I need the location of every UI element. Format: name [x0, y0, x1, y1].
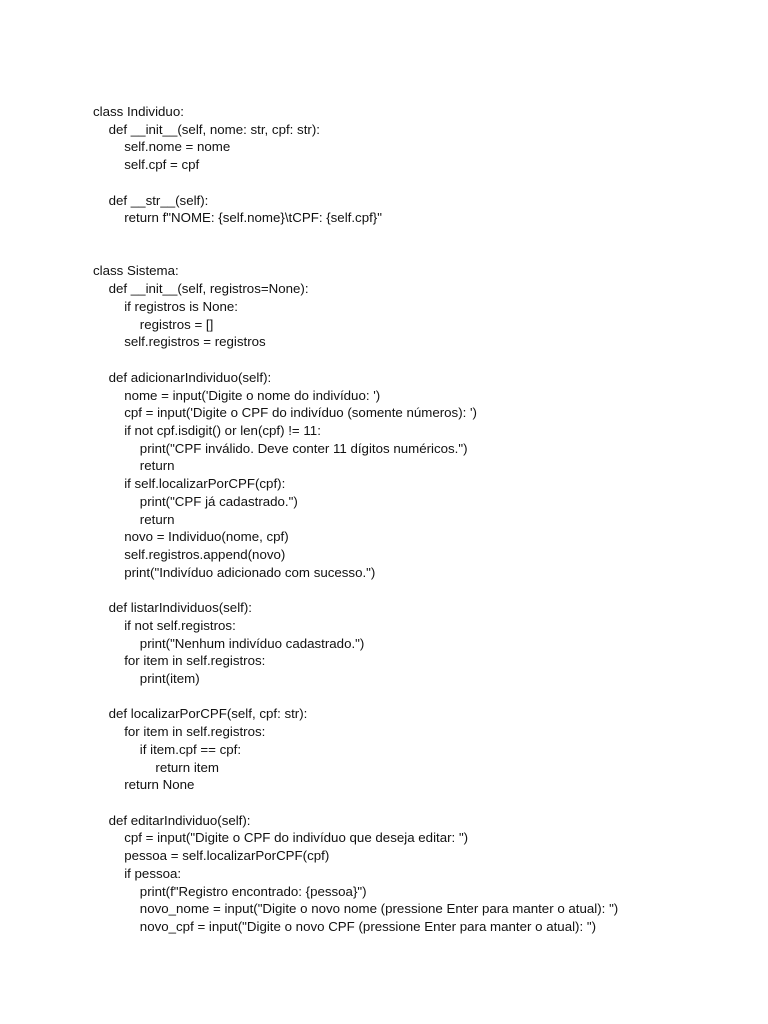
code-line: self.registros.append(novo): [124, 546, 286, 562]
code-line: novo = Individuo(nome, cpf): [124, 529, 289, 545]
code-line: cpf = input("Digite o CPF do indivíduo que deseja editar: "): [124, 830, 469, 846]
code-line: if item.cpf == cpf:: [139, 741, 242, 757]
code-line: def localizarPorCPF(self, cpf: str):: [108, 706, 308, 722]
code-line: print("Indivíduo adicionado com sucesso."): [124, 564, 376, 580]
code-line: for item in self.registros:: [124, 724, 266, 740]
code-line: if pessoa:: [124, 865, 182, 881]
code-line: return None: [124, 777, 195, 793]
code-line: if not cpf.isdigit() or len(cpf) != 11:: [124, 422, 321, 438]
blank-line: [93, 174, 618, 192]
code-line: self.registros = registros: [124, 334, 266, 350]
code-line: return f"NOME: {self.nome}\tCPF: {self.cpf}": [124, 210, 382, 226]
blank-line: [93, 227, 618, 245]
code-block: [93, 103, 618, 936]
blank-line: [93, 794, 618, 812]
code-line: def listarIndividuos(self):: [108, 600, 252, 616]
code-line: return item: [155, 759, 219, 775]
code-line: if self.localizarPorCPF(cpf):: [124, 476, 286, 492]
code-line: def editarIndividuo(self):: [108, 812, 251, 828]
code-line: class Sistema:: [93, 263, 179, 279]
blank-line: [93, 688, 618, 706]
code-line: print("CPF inválido. Deve conter 11 dígitos numéricos."): [139, 440, 468, 456]
code-line: print(item): [139, 671, 200, 686]
code-line: def __init__(self, registros=None):: [108, 281, 309, 297]
code-line: if not self.registros:: [124, 617, 236, 633]
code-line: if registros is None:: [124, 298, 238, 314]
code-line: cpf = input('Digite o CPF do indivíduo (somente números): '): [124, 405, 477, 421]
code-line: def __init__(self, nome: str, cpf: str):: [108, 121, 320, 137]
blank-line: [93, 351, 618, 369]
code-line: nome = input('Digite o nome do indivíduo: '): [124, 387, 381, 403]
code-line: class Individuo:: [93, 104, 184, 119]
code-line: return: [139, 511, 175, 527]
code-line: self.cpf = cpf: [124, 157, 200, 173]
code-line: print(f"Registro encontrado: {pessoa}"): [139, 883, 367, 899]
code-line: registros = []: [139, 316, 214, 332]
blank-line: [93, 581, 618, 599]
code-line: novo_nome = input("Digite o novo nome (pressione Enter para manter o atual): "): [139, 901, 619, 917]
code-line: for item in self.registros:: [124, 653, 266, 669]
blank-line: [93, 245, 618, 263]
code-line: self.nome = nome: [124, 139, 231, 155]
code-line: def adicionarIndividuo(self):: [108, 369, 272, 385]
code-line: return: [139, 458, 175, 474]
code-line: print("Nenhum indivíduo cadastrado."): [139, 635, 365, 651]
code-line: def __str__(self):: [108, 192, 209, 208]
code-line: print("CPF já cadastrado."): [139, 493, 298, 509]
code-line: pessoa = self.localizarPorCPF(cpf): [124, 848, 330, 864]
code-line: novo_cpf = input("Digite o novo CPF (pressione Enter para manter o atual): "): [139, 919, 597, 935]
